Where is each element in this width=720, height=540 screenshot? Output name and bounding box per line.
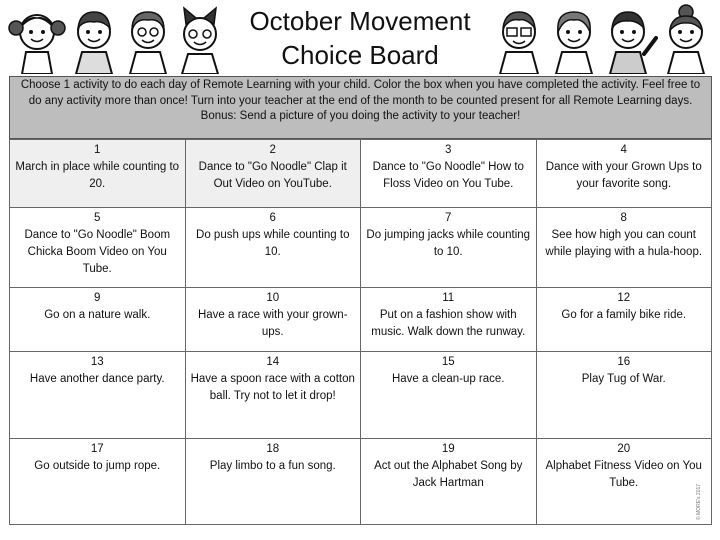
activity-text: Dance to "Go Noodle" How to Floss Video on You Tube. (372, 161, 524, 190)
activity-cell-12[interactable] (536, 288, 712, 352)
day-number: 15 (441, 356, 455, 368)
activity-text: Have a spoon race with a cotton ball. Try not to let it drop! (190, 373, 355, 402)
day-number: 18 (266, 443, 280, 455)
activity-text: Play Tug of War. (581, 373, 666, 385)
activity-cell-5[interactable] (10, 208, 186, 288)
title-line-2: Choice Board (281, 40, 439, 70)
activity-text: Put on a fashion show with music. Walk down the runway. (371, 309, 526, 338)
activity-cell-13[interactable] (10, 352, 186, 439)
activity-text: Have a clean-up race. (391, 373, 505, 385)
activity-cell-11[interactable] (361, 288, 537, 352)
activity-cell-3[interactable] (361, 140, 537, 208)
kid-boy-glasses-clipart (490, 2, 548, 74)
day-number: 9 (94, 292, 101, 304)
header (0, 0, 720, 74)
activity-cell-20[interactable] (536, 439, 712, 525)
day-number: 16 (617, 356, 631, 368)
activity-text: Go for a family bike ride. (561, 309, 687, 321)
bonus-text: Bonus: Send a picture of you doing the activity to your teacher! (200, 110, 521, 122)
activity-cell-18[interactable] (185, 439, 361, 525)
grid-row (10, 140, 712, 208)
day-number: 6 (269, 212, 276, 224)
day-number: 1 (94, 144, 101, 156)
activity-cell-19[interactable] (361, 439, 537, 525)
copyright-text: © MORE's 2017 (696, 483, 702, 520)
grid-row (10, 208, 712, 288)
activity-text: Dance to "Go Noodle" Boom Chicka Boom Video on You Tube. (24, 229, 171, 275)
instructions-text: Choose 1 activity to do each day of Remote Learning with your child. Color the box when you have completed the activity. Feel free to do any activity more than once! Turn into your teacher at the end of the month to be counted present for all Remote Learning days. (20, 79, 701, 107)
activity-cell-9[interactable] (10, 288, 186, 352)
day-number: 8 (620, 212, 627, 224)
day-number: 13 (90, 356, 104, 368)
activity-text: Go outside to jump rope. (34, 460, 161, 472)
activity-cell-7[interactable] (361, 208, 537, 288)
activity-text: Dance with your Grown Ups to your favorite song. (545, 161, 702, 190)
activity-text: Have another dance party. (29, 373, 165, 385)
day-number: 14 (266, 356, 280, 368)
day-number: 17 (90, 443, 104, 455)
day-number: 4 (620, 144, 627, 156)
activity-text: Alphabet Fitness Video on You Tube. (545, 460, 702, 489)
instructions-box (9, 76, 712, 139)
page-title (220, 4, 500, 72)
activity-cell-16[interactable] (536, 352, 712, 439)
day-number: 19 (441, 443, 455, 455)
activity-cell-17[interactable] (10, 439, 186, 525)
grid-row (10, 439, 712, 525)
activity-text: Play limbo to a fun song. (209, 460, 336, 472)
activity-text: Have a race with your grown-ups. (197, 309, 348, 338)
activity-cell-10[interactable] (185, 288, 361, 352)
day-number: 3 (445, 144, 452, 156)
activity-text: Dance to "Go Noodle" Clap it Out Video on YouTube. (198, 161, 347, 190)
activity-cell-14[interactable] (185, 352, 361, 439)
day-number: 12 (617, 292, 631, 304)
activity-cell-6[interactable] (185, 208, 361, 288)
grid-row (10, 288, 712, 352)
title-line-1: October Movement (249, 6, 471, 36)
activity-cell-1[interactable] (10, 140, 186, 208)
choice-board-grid (9, 139, 712, 525)
activity-text: Go on a nature walk. (44, 309, 151, 321)
kid-boy-clipart (66, 2, 122, 74)
activity-cell-2[interactable] (185, 140, 361, 208)
kid-girl-bun-clipart (656, 2, 716, 74)
activity-text: Do jumping jacks while counting to 10. (366, 229, 531, 258)
day-number: 11 (442, 292, 455, 304)
day-number: 20 (617, 443, 631, 455)
day-number: 2 (269, 144, 276, 156)
activity-text: Do push ups while counting to 10. (196, 229, 350, 258)
kid-girl-clipart (546, 2, 602, 74)
kid-boy-waving-clipart (598, 2, 658, 74)
day-number: 7 (445, 212, 452, 224)
kid-girl-pigtails-clipart (6, 2, 68, 74)
activity-cell-8[interactable] (536, 208, 712, 288)
day-number: 10 (266, 292, 280, 304)
activity-cell-15[interactable] (361, 352, 537, 439)
grid-row (10, 352, 712, 439)
activity-cell-4[interactable] (536, 140, 712, 208)
activity-text: See how high you can count while playing with a hula-hoop. (545, 229, 703, 258)
day-number: 5 (94, 212, 101, 224)
activity-text: Act out the Alphabet Song by Jack Hartman (374, 460, 523, 489)
activity-text: March in place while counting to 20. (15, 161, 180, 190)
kid-girl-glasses-clipart (120, 2, 176, 74)
